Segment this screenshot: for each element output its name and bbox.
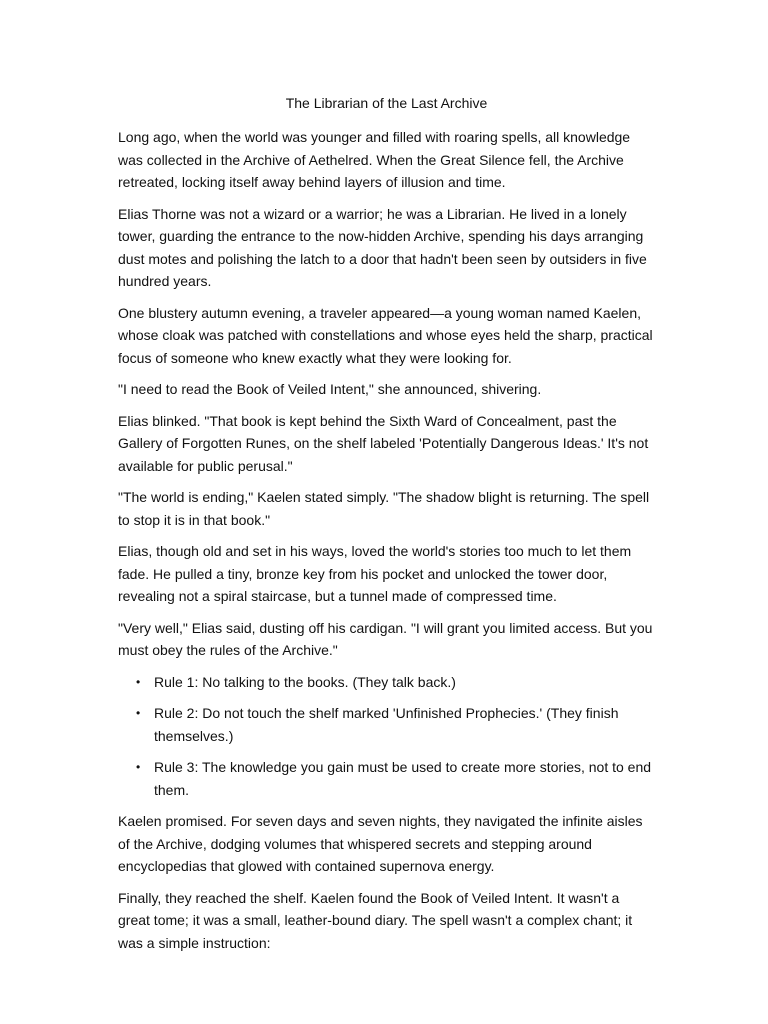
- document-title: The Librarian of the Last Archive: [285, 95, 488, 111]
- rules-list: [118, 671, 655, 802]
- list-item: [136, 756, 673, 801]
- bullet-icon: •: [136, 706, 141, 720]
- list-item: [136, 671, 673, 694]
- rule-text: Rule 2: Do not touch the shelf marked 'Unfinished Prophecies.' (They finish themselves.): [154, 705, 619, 744]
- bullet-icon: •: [136, 760, 141, 774]
- paragraph: Kaelen promised. For seven days and seven nights, they navigated the infinite aisles of the Archive, dodging volumes that whispered secrets and stepping around encyclopedias that glowed with contained supernova energy.: [118, 813, 643, 874]
- paragraph: "Very well," Elias said, dusting off his cardigan. "I will grant you limited access. But you must obey the rules of the Archive.": [118, 619, 653, 658]
- paragraph: "The world is ending," Kaelen stated simply. "The shadow blight is returning. The spell to stop it is in that book.": [118, 489, 650, 528]
- paragraph: "I need to read the Book of Veiled Intent," she announced, shivering.: [118, 381, 542, 397]
- paragraph: Elias, though old and set in his ways, loved the world's stories too much to let them fade. He pulled a tiny, bronze key from his pocket and unlocked the tower door, revealing not a spiral staircase, but a tunnel made of compressed time.: [118, 543, 632, 604]
- rule-text: Rule 3: The knowledge you gain must be used to create more stories, not to end them.: [154, 759, 652, 798]
- rule-text: Rule 1: No talking to the books. (They talk back.): [154, 673, 456, 690]
- paragraph: One blustery autumn evening, a traveler appeared—a young woman named Kaelen, whose cloak was patched with constellations and whose eyes held the sharp, practical focus of someone who knew exactly what they were looking for.: [118, 304, 653, 366]
- bullet-icon: •: [136, 674, 141, 689]
- paragraph: Elias blinked. "That book is kept behind the Sixth Ward of Concealment, past the Gallery of Forgotten Runes, on the shelf labeled 'Potentially Dangerous Ideas.' It's not available for public perusal.": [118, 412, 649, 474]
- paragraph: Elias Thorne was not a wizard or a warrior; he was a Librarian. He lived in a lonely tower, guarding the entrance to the now-hidden Archive, spending his days arranging dust motes and polishing the latch to a door that hadn't been seen by outsiders in five hundred years.: [118, 205, 647, 289]
- list-item: [136, 702, 673, 747]
- paragraph: Finally, they reached the shelf. Kaelen found the Book of Veiled Intent. It wasn't a great tome; it was a small, leather-bound diary. The spell wasn't a complex chant; it was a simple instruction:: [118, 889, 633, 951]
- paragraph: Long ago, when the world was younger and filled with roaring spells, all knowledge was collected in the Archive of Aethelred. When the Great Silence fell, the Archive retreated, locking itself away behind layers of illusion and time.: [118, 129, 631, 190]
